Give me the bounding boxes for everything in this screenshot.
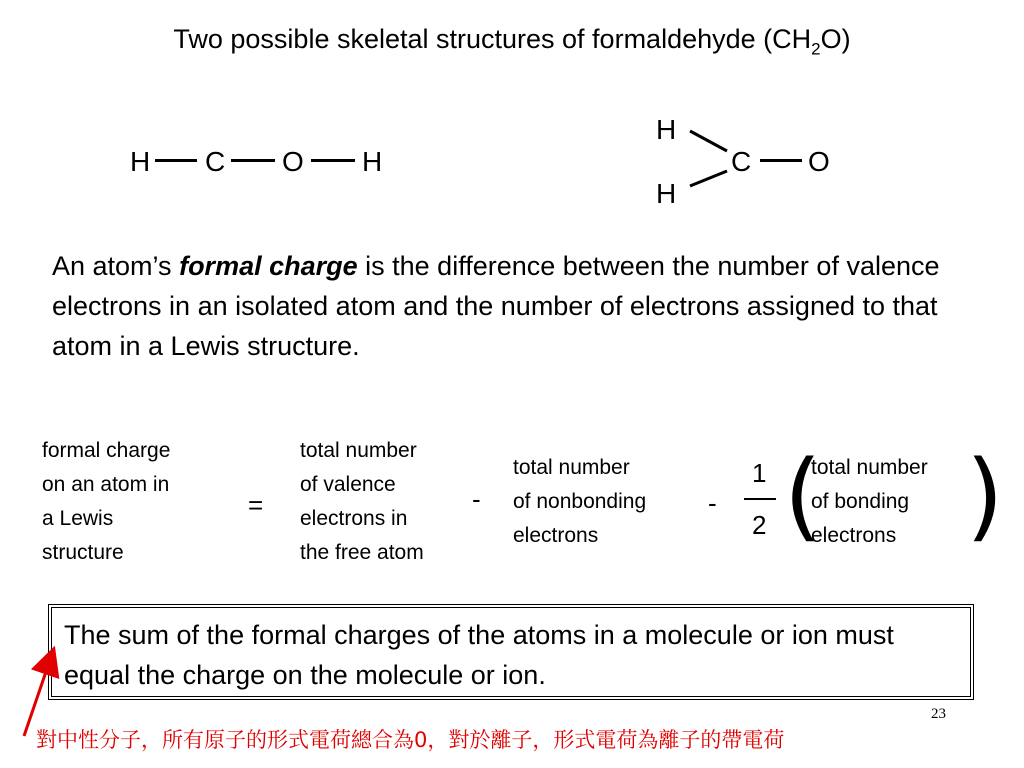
atom-c: C [731,146,752,177]
atom-o: O [808,146,830,177]
page-number: 23 [931,706,946,722]
fraction-denominator: 2 [752,510,767,540]
equals-sign: = [248,490,264,520]
atom-h-left: H [130,146,151,177]
atom-c: C [205,146,226,177]
equation-valence-term: total number of valence electrons in the free atom [300,439,424,564]
equation-nonbonding-term: total number of nonbonding electrons [513,456,647,547]
atom-h-bottom: H [656,178,677,209]
equation-bonding-term: total number of bonding electrons [811,456,928,547]
slide-title: Two possible skeletal structures of formaldehyde $(CH_2O)$ [173,24,851,59]
atom-o: O [282,146,304,177]
minus-sign-2: - [708,488,717,518]
atom-h-right: H [362,146,383,177]
paren-open: ( [784,440,822,552]
chinese-annotation: 對中性分子，所有原子的形式電荷總合為0，對於離子，形式電荷為離子的帶電荷 [36,728,785,752]
equation-lhs: formal charge on an atom in a Lewis structure [42,439,171,564]
formal-charge-rule: The sum of the formal charges of the atoms in a molecule or ion must equal the charge on the molecule or ion. [64,620,894,690]
atom-h-top: H [656,114,677,145]
formal-charge-definition: An atom’s formal charge is the difference between the number of valence electrons in an isolated atom and the number of electrons assigned to that atom in a Lewis structure. [52,251,940,361]
minus-sign-1: - [472,484,481,514]
paren-close: ) [966,440,1004,552]
fraction-numerator: 1 [752,458,767,488]
term-formal-charge: formal charge [179,251,358,281]
